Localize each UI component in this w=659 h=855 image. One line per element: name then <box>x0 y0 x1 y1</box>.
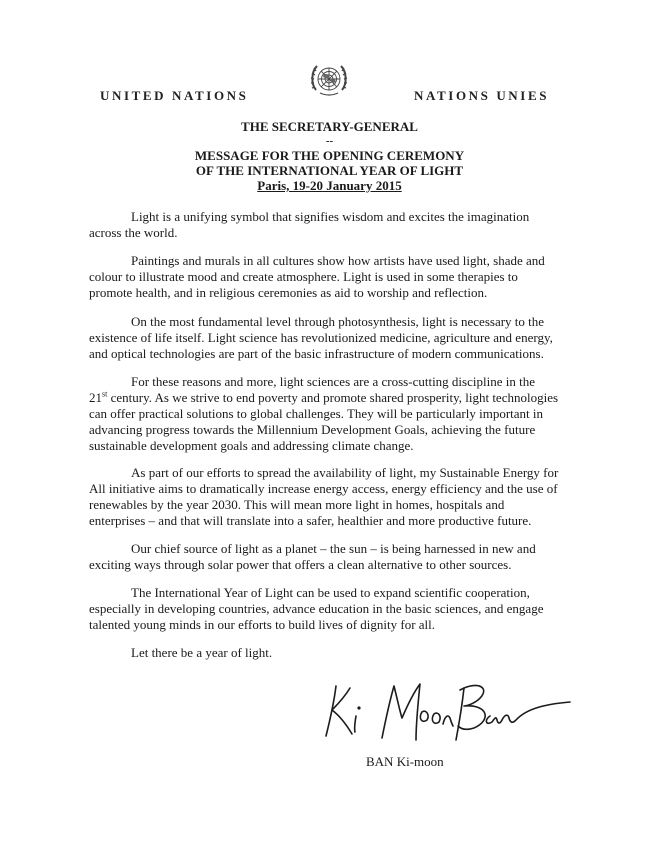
place-and-date: Paris, 19-20 January 2015 <box>257 178 402 193</box>
paragraph-5: As part of our efforts to spread the availability of light, my Sustainable Energy for All initiative aims to dramatically increase energy access, energy efficiency and the use of renewables by the year 2030. This will mean more light in homes, hospitals and enterprises – and that will translate into a safer, healthier and more productive future. <box>89 465 559 528</box>
message-title-line2: OF THE INTERNATIONAL YEAR OF LIGHT <box>195 163 464 178</box>
paragraph-4 <box>89 374 559 454</box>
paragraph-8: Let there be a year of light. <box>131 645 273 660</box>
paragraph-2: Paintings and murals in all cultures show how artists have used light, shade and colour to illustrate mood and create atmosphere. Light is used in some therapies to promote health, and in religious ceremonies as aid to worship and reflection. <box>89 253 545 300</box>
paragraph-1: Light is a unifying symbol that signifies wisdom and excites the imagination across the world. <box>89 209 530 240</box>
paragraph-4-superscript: st <box>102 389 108 399</box>
office-title: THE SECRETARY-GENERAL <box>241 119 418 134</box>
org-name-english: UNITED NATIONS <box>100 88 249 103</box>
paragraph-4-lead: For these reasons and more, light sciences are a cross-cutting discipline in the <box>131 374 535 389</box>
paragraph-3: On the most fundamental level through photosynthesis, light is necessary to the existence of life itself. Light science has revolutionized medicine, agriculture and energy, and optical technologies are part of the basic infrastructure of modern communications. <box>89 314 553 361</box>
paragraph-4-century-number: 21 <box>89 390 102 405</box>
org-name-french: NATIONS UNIES <box>414 88 550 103</box>
paragraph-6: Our chief source of light as a planet – the sun – is being harnessed in new and exciting ways through solar power that offers a clean alternative to other sources. <box>89 541 536 572</box>
handwritten-signature <box>322 678 572 748</box>
paragraph-4-rest: century. As we strive to end poverty and promote shared prosperity, light technologies can offer practical solutions to global challenges. They will be particularly important in advancing progress towards the Millennium Development Goals, achieving the future sustainable development goals and addressing climate change. <box>89 390 559 453</box>
un-emblem-icon <box>306 60 352 100</box>
signatory-name: BAN Ki-moon <box>366 754 444 769</box>
heading-separator: -- <box>325 135 334 147</box>
paragraph-7: The International Year of Light can be used to expand scientific cooperation, especially in developing countries, advance education in the basic sciences, and engage talented young minds in our efforts to build lives of dignity for all. <box>89 585 544 632</box>
message-title-line1: MESSAGE FOR THE OPENING CEREMONY <box>194 148 465 163</box>
